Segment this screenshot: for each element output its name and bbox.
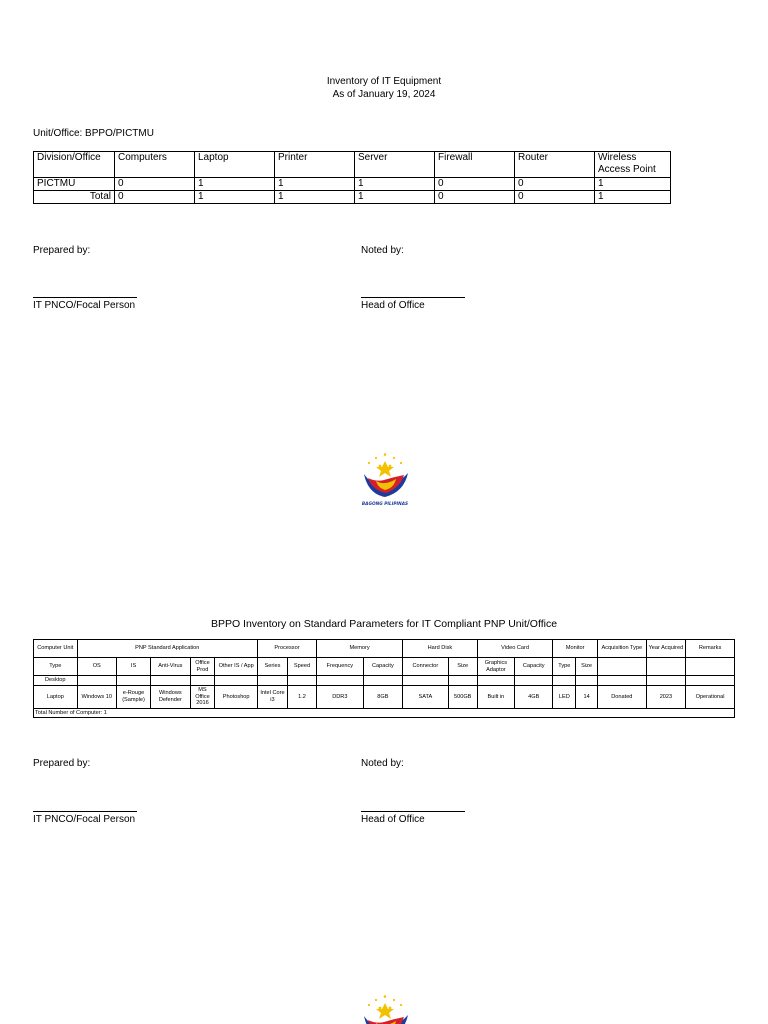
title-line: Inventory of IT Equipment [326, 76, 442, 87]
table-cell: Built in [477, 686, 514, 709]
table-cell [151, 676, 190, 686]
col-header: Year Acquired [646, 640, 685, 658]
col-header: Remarks [686, 640, 735, 658]
table-cell: 0 [515, 191, 595, 204]
total-row [34, 709, 735, 718]
col-header: Capacity [363, 658, 402, 676]
col-header: Series [257, 658, 287, 676]
table-cell [317, 676, 364, 686]
table-cell [116, 676, 150, 686]
table-row [34, 178, 671, 191]
table-header-row [34, 152, 671, 178]
col-header: PNP Standard Application [77, 640, 257, 658]
col-header: Server [355, 152, 435, 178]
table-cell: Desktop [34, 676, 78, 686]
table-cell: 1 [195, 178, 275, 191]
col-header: Firewall [435, 152, 515, 178]
table-cell: 14 [576, 686, 598, 709]
table-cell [363, 676, 402, 686]
table-cell: Laptop [34, 686, 78, 709]
table-cell: 8GB [363, 686, 402, 709]
table-cell [553, 676, 576, 686]
is-note: (Sample) [122, 697, 145, 703]
table-cell: 1.2 [287, 686, 316, 709]
table-cell: 0 [435, 178, 515, 191]
table-cell: 1 [275, 178, 355, 191]
col-header [646, 658, 685, 676]
table-cell: Windows Defender [151, 686, 190, 709]
table-cell: 0 [115, 178, 195, 191]
col-header: Computer Unit [34, 640, 78, 658]
col-header: Type [34, 658, 78, 676]
col-header: Graphics Adaptor [477, 658, 514, 676]
col-header: Speed [287, 658, 316, 676]
col-header: Capacity [515, 658, 553, 676]
table-cell: 1 [275, 191, 355, 204]
prepared-role: IT PNCO/Focal Person [33, 814, 136, 825]
noted-role: Head of Office [361, 300, 425, 311]
col-header: Division/Office [34, 152, 115, 178]
table-cell: 4GB [515, 686, 553, 709]
col-header: Size [576, 658, 598, 676]
table-cell: 0 [515, 178, 595, 191]
noted-role: Head of Office [361, 814, 425, 825]
table-cell: Photoshop [215, 686, 258, 709]
col-header: Video Card [477, 640, 553, 658]
table-cell: 1 [355, 191, 435, 204]
col-header: Wireless Access Point [595, 152, 671, 178]
col-header: Type [553, 658, 576, 676]
table-row [34, 686, 735, 709]
col-header: Laptop [195, 152, 275, 178]
table-cell [477, 676, 514, 686]
col-header: OS [77, 658, 116, 676]
signature-line [33, 297, 137, 298]
col-header: IS [116, 658, 150, 676]
col-header [597, 658, 646, 676]
col-header: Other IS / App [215, 658, 258, 676]
table-cell: 0 [435, 191, 515, 204]
signature-line [33, 811, 137, 812]
table-cell: 500GB [448, 686, 477, 709]
col-header: Connector [403, 658, 449, 676]
svg-text:BAGONG PILIPINAS: BAGONG PILIPINAS [361, 502, 409, 507]
prepared-role: IT PNCO/Focal Person [33, 300, 136, 311]
total-line: Total Number of Computer: 1 [34, 709, 735, 718]
table-cell: SATA [403, 686, 449, 709]
table-cell: Total [34, 191, 115, 204]
col-header: Frequency [317, 658, 364, 676]
table-cell [287, 676, 316, 686]
table-cell: DDR3 [317, 686, 364, 709]
table-cell: 1 [595, 191, 671, 204]
col-header: Acquisition Type [597, 640, 646, 658]
table-cell: 1 [195, 191, 275, 204]
table-cell: 2023 [646, 686, 685, 709]
table-cell [403, 676, 449, 686]
table-cell [77, 676, 116, 686]
table-cell: LED [553, 686, 576, 709]
signature-line [361, 297, 465, 298]
col-header: Router [515, 152, 595, 178]
table-cell: MS Office 2016 [190, 686, 215, 709]
col-header: Processor [257, 640, 316, 658]
table-cell [448, 676, 477, 686]
table-cell [116, 686, 150, 709]
group-header-row [34, 640, 735, 658]
table-total-row [34, 191, 671, 204]
noted-by-label: Noted by: [361, 758, 404, 769]
col-header: Computers [115, 152, 195, 178]
table-cell: 1 [595, 178, 671, 191]
col-header: Memory [317, 640, 403, 658]
table-cell: 1 [355, 178, 435, 191]
is-value: e-Rouge [122, 690, 145, 697]
document-title [0, 75, 768, 101]
sub-header-row [34, 658, 735, 676]
table-cell: Intel Core i3 [257, 686, 287, 709]
unit-office-label: Unit/Office: BPPO/PICTMU [33, 128, 154, 139]
col-header: Anti-Virus [151, 658, 190, 676]
noted-by-label: Noted by: [361, 245, 404, 256]
table-cell [576, 676, 598, 686]
table-cell [686, 676, 735, 686]
date-line: As of January 19, 2024 [332, 89, 436, 100]
col-header: Monitor [553, 640, 598, 658]
equipment-table [33, 151, 671, 204]
table-cell [215, 676, 258, 686]
table-cell [257, 676, 287, 686]
col-header: Hard Disk [403, 640, 478, 658]
table-cell: Donated [597, 686, 646, 709]
prepared-by-label: Prepared by: [33, 758, 91, 769]
col-header [686, 658, 735, 676]
table-cell: Windows 10 [77, 686, 116, 709]
bagong-pilipinas-logo [354, 994, 416, 1024]
prepared-by-label: Prepared by: [33, 245, 91, 256]
bagong-pilipinas-logo [354, 452, 416, 508]
table-cell [190, 676, 215, 686]
table-cell: Operational [686, 686, 735, 709]
parameters-table [33, 639, 735, 718]
col-header: Office Prod [190, 658, 215, 676]
table-cell [515, 676, 553, 686]
category-row [34, 676, 735, 686]
table-cell [597, 676, 646, 686]
table-cell: 0 [115, 191, 195, 204]
table-cell: PICTMU [34, 178, 115, 191]
parameters-table-title: BPPO Inventory on Standard Parameters for IT Compliant PNP Unit/Office [210, 618, 558, 630]
col-header: Size [448, 658, 477, 676]
table-cell [646, 676, 685, 686]
col-header: Printer [275, 152, 355, 178]
signature-line [361, 811, 465, 812]
